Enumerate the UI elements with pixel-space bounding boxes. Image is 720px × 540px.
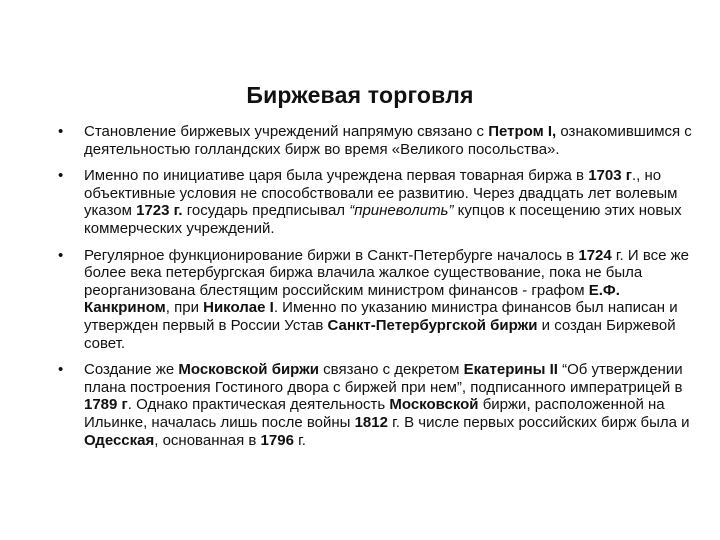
bold-text: Е.Ф. Канкрином (84, 281, 620, 317)
text-segment: Становление биржевых учреждений напрямую связано с (84, 123, 489, 140)
bold-text: Петром I, (488, 123, 557, 140)
bold-text: Московской биржи (178, 361, 320, 379)
bold-text: Одесская (84, 431, 155, 449)
text-segment: ознакомившимся с деятельностью голландских бирж во время «Великого посольства». (84, 123, 692, 158)
text-segment: г. В числе первых российских бирж была и (387, 413, 690, 431)
text-segment: “Об утверждении плана построения Гостиного двора с биржей при нем”, подписанного императрицей в (84, 361, 683, 396)
bold-text: 1723 г. (136, 202, 183, 220)
bullet-marker: • (58, 246, 64, 264)
text-segment: . Именно по указанию министра финансов был написан и утвержден первый в России Устав (84, 299, 678, 334)
text-segment: биржи, расположенной на Ильинке, началась лишь после войны (84, 396, 665, 431)
bullet-item (58, 167, 692, 237)
text-segment: . Однако практическая деятельность (127, 396, 390, 414)
bold-text: 1724 (578, 246, 612, 264)
bold-text: 1789 г (84, 396, 128, 414)
bullet-marker: • (58, 167, 64, 185)
text-segment: Создание же (84, 361, 179, 379)
bold-text: 1796 (260, 431, 294, 449)
bullet-item (58, 247, 692, 353)
text-segment: государь предписывал (182, 202, 350, 220)
bullet-list (58, 123, 692, 458)
text-segment: купцов к посещению этих новых коммерческих учреждений. (84, 202, 682, 237)
text-segment: Именно по инициативе царя была учреждена первая товарная биржа в (84, 167, 589, 185)
bullet-item (58, 361, 692, 449)
text-segment: г. И все же более века петербургская биржа влачила жалкое существование, пока не была реорганизована блестящим российским министром финансов - графом (84, 246, 690, 299)
text-segment: связано с декретом (319, 361, 464, 379)
text-segment: , основанная в (154, 431, 261, 449)
text-segment: г. (293, 431, 306, 449)
bullet-text (84, 361, 690, 448)
bullet-text (84, 167, 682, 237)
text-segment: , при (165, 299, 204, 317)
bold-text: Николае I (203, 299, 274, 317)
italic-text: “приневолить” (349, 202, 454, 220)
bullet-marker: • (58, 123, 64, 140)
bold-text: Екатерины II (463, 361, 558, 379)
bold-text: Московской (389, 396, 479, 414)
text-segment: Регулярное функционирование биржи в Санкт-Петербурге началось в (84, 246, 579, 264)
bold-text: 1703 г (588, 167, 632, 185)
slide-title: Биржевая торговля (246, 82, 474, 108)
bullet-text (84, 123, 692, 158)
bullet-item (58, 123, 692, 158)
bold-text: 1812 (354, 413, 388, 431)
bullet-marker: • (58, 361, 64, 379)
text-segment: ., но объективные условия не способствовали ее развитию. Через двадцать лет волевым указом (84, 167, 678, 220)
bullet-text (84, 247, 689, 352)
bold-text: Санкт-Петербургской биржи (327, 316, 538, 334)
text-segment: и создан Биржевой совет. (84, 316, 676, 352)
